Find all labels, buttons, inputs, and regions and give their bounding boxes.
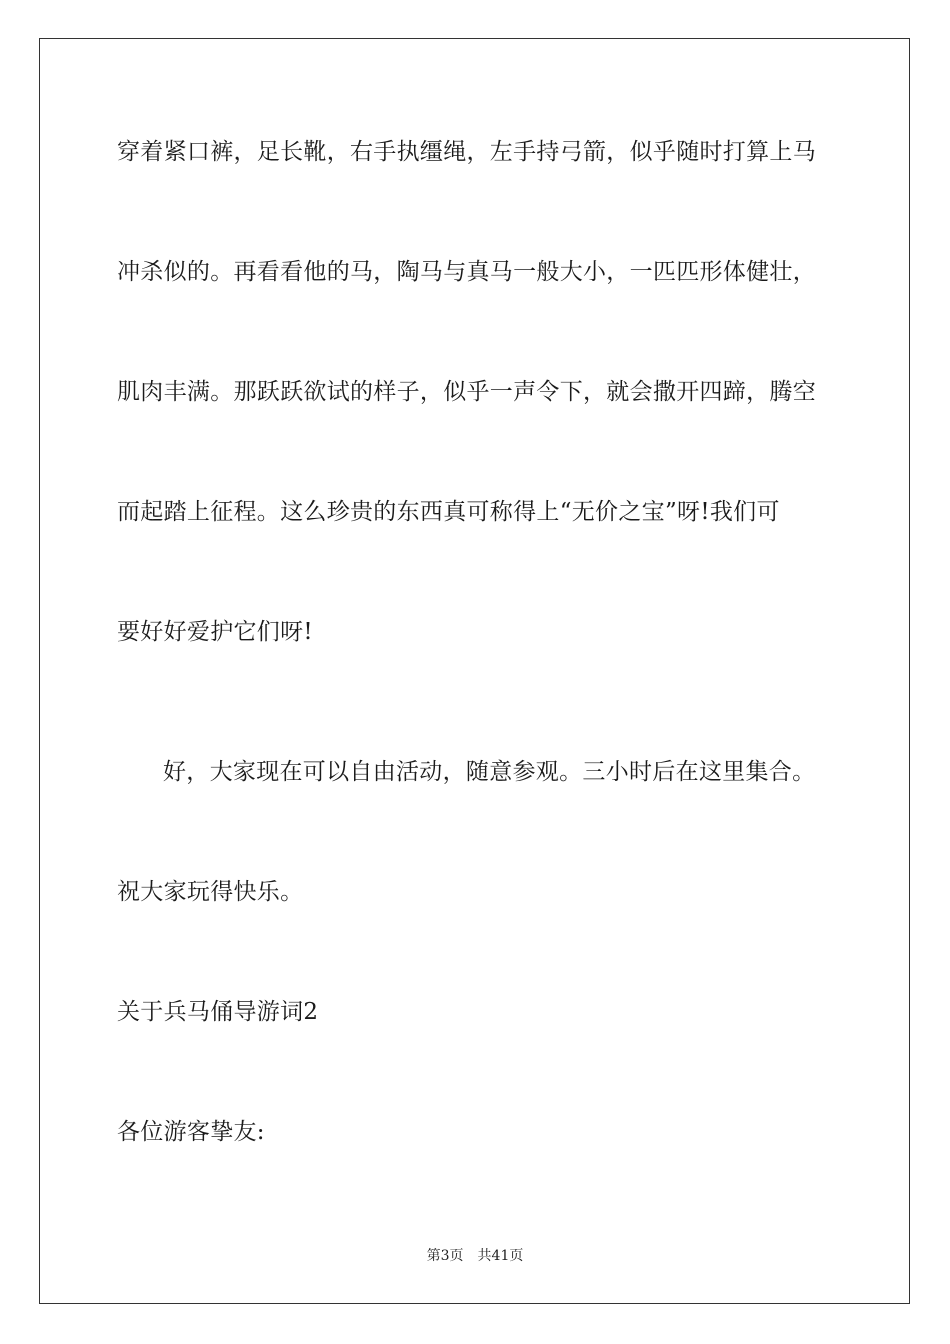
body-text-line: 肌肉丰满。那跃跃欲试的样子，似乎一声令下，就会撒开四蹄，腾空	[117, 379, 816, 405]
section-heading: 关于兵马俑导游词2	[117, 999, 319, 1025]
salutation-line: 各位游客挚友:	[117, 1119, 265, 1145]
body-text-line: 祝大家玩得快乐。	[117, 879, 304, 905]
paragraph-first-line: 好，大家现在可以自由活动，随意参观。三小时后在这里集合。	[163, 759, 816, 785]
body-text-line: 而起踏上征程。这么珍贵的东西真可称得上“无价之宝”呀!我们可	[117, 499, 780, 525]
page-number: 第3页	[426, 1248, 464, 1264]
page-footer	[0, 1246, 950, 1266]
body-text-line: 要好好爱护它们呀!	[117, 619, 313, 645]
page-total: 共41页	[477, 1248, 524, 1264]
body-text-line: 穿着紧口裤，足长靴，右手执缰绳，左手持弓箭，似乎随时打算上马	[117, 139, 816, 165]
body-text-line: 冲杀似的。再看看他的马，陶马与真马一般大小，一匹匹形体健壮，	[117, 259, 816, 285]
page-border	[39, 38, 910, 1304]
